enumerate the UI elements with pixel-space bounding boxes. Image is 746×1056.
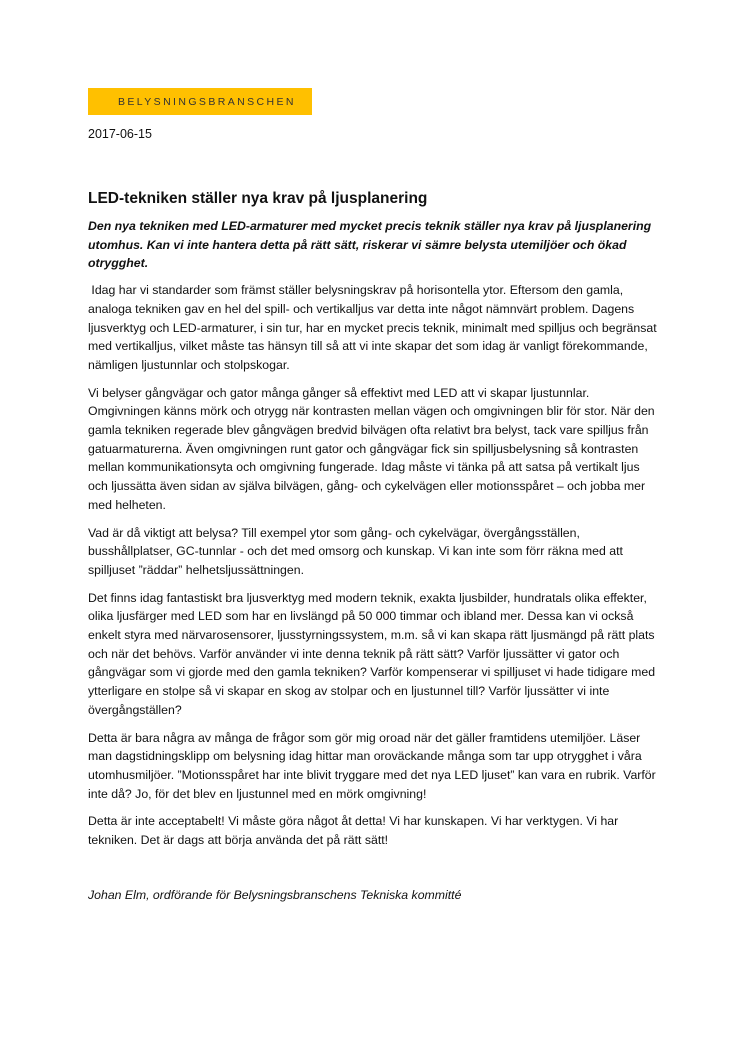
article-paragraph: Vi belyser gångvägar och gator många gånger så effektivt med LED att vi skapar ljustunnlar. Omgivningen känns mörk och otrygg när kontrasten mellan vägen och omgivningen blir för stor. När den gamla tekniken regerade blev gångvägen bredvid bilvägen ofta relativt bra belyst, tack vare spilljus från gatuarmaturerna. Även omgivningen runt gator och gångvägar fick sin spilljusbelysning så kontrasten mellan kommunikationsyta och omgivning fungerade. Idag måste vi tänka på att satsa på vertikalt ljus och ljussätta även sidan av själva bilvägen, gång- och cykelvägen eller motionsspåret – och jobba mer med helheten. [88, 385, 655, 512]
article-paragraph: Idag har vi standarder som främst ställer belysningskrav på horisontella ytor. Eftersom den gamla, analoga tekniken gav en hel del spill- och vertikalljus var detta inte något nämnvärt problem. Dagens ljusverktyg och LED-armaturer, i sin tur, har en mycket precis teknik, minimalt med spilljus och begränsat med vertikalljus, vilket måste tas hänsyn till så att vi inte skapar det som idag är vanligt förekommande, nämligen ljustunnlar och stolpskogar. [88, 283, 661, 372]
article-paragraph: Detta är bara några av många de frågor som gör mig oroad när det gäller framtidens utemiljöer. Läser man dagstidningsklipp om belysning idag hittar man oroväckande många som tar upp otrygghet i våra utomhusmiljöer. ”Motionsspåret har inte blivit tryggare med det nya LED ljuset” kan vara en rubrik. Varför inte då? Jo, för det blev en ljustunnel med en mörk omgivning! [88, 730, 656, 801]
article-paragraph: Vad är då viktigt att belysa? Till exempel ytor som gång- och cykelvägar, övergångsställen, busshållplatser, GC-tunnlar - och det med omsorg och kunskap. Vi kan inte som förr räkna med att spilljuset ”räddar” helhetsljussättningen. [88, 525, 623, 577]
author-signature: Johan Elm, ordförande för Belysningsbranschens Tekniska kommitté [88, 887, 462, 902]
publish-date: 2017-06-15 [88, 127, 152, 141]
article-title: LED-tekniken ställer nya krav på ljusplanering [88, 190, 428, 207]
article [88, 190, 660, 917]
article-lead: Den nya tekniken med LED-armaturer med mycket precis teknik ställer nya krav på ljusplanering utomhus. Kan vi inte hantera detta på rätt sätt, riskerar vi sämre belysta utemiljöer och ökad otrygghet. [88, 219, 652, 271]
brand-name: BELYSNINGSBRANSCHEN [118, 95, 296, 108]
article-paragraph: Det finns idag fantastiskt bra ljusverktyg med modern teknik, exakta ljusbilder, hundratals olika effekter, olika ljusfärger med LED som har en livslängd på 50 000 timmar och ibland mer. Dessa kan vi också enkelt styra med närvarosensorer, ljusstyrningssystem, m.m. så vi kan skapa rätt ljusmängd på rätt plats och när det behövs. Varför använder vi inte denna teknik på rätt sätt? Varför ljussätter vi gator och gångvägar som vi gjorde med den gamla tekniken? Varför kompenserar vi spilljuset vi hade tidigare med ytterligare en stolpe så vi skapar en skog av stolpar och en ljustunnel till? Varför ljussätter vi inte övergångställen? [88, 590, 656, 717]
brand-banner [88, 88, 312, 115]
article-paragraph: Detta är inte acceptabelt! Vi måste göra något åt detta! Vi har kunskapen. Vi har verktygen. Vi har tekniken. Det är dags att börja använda det på rätt sätt! [88, 814, 619, 848]
